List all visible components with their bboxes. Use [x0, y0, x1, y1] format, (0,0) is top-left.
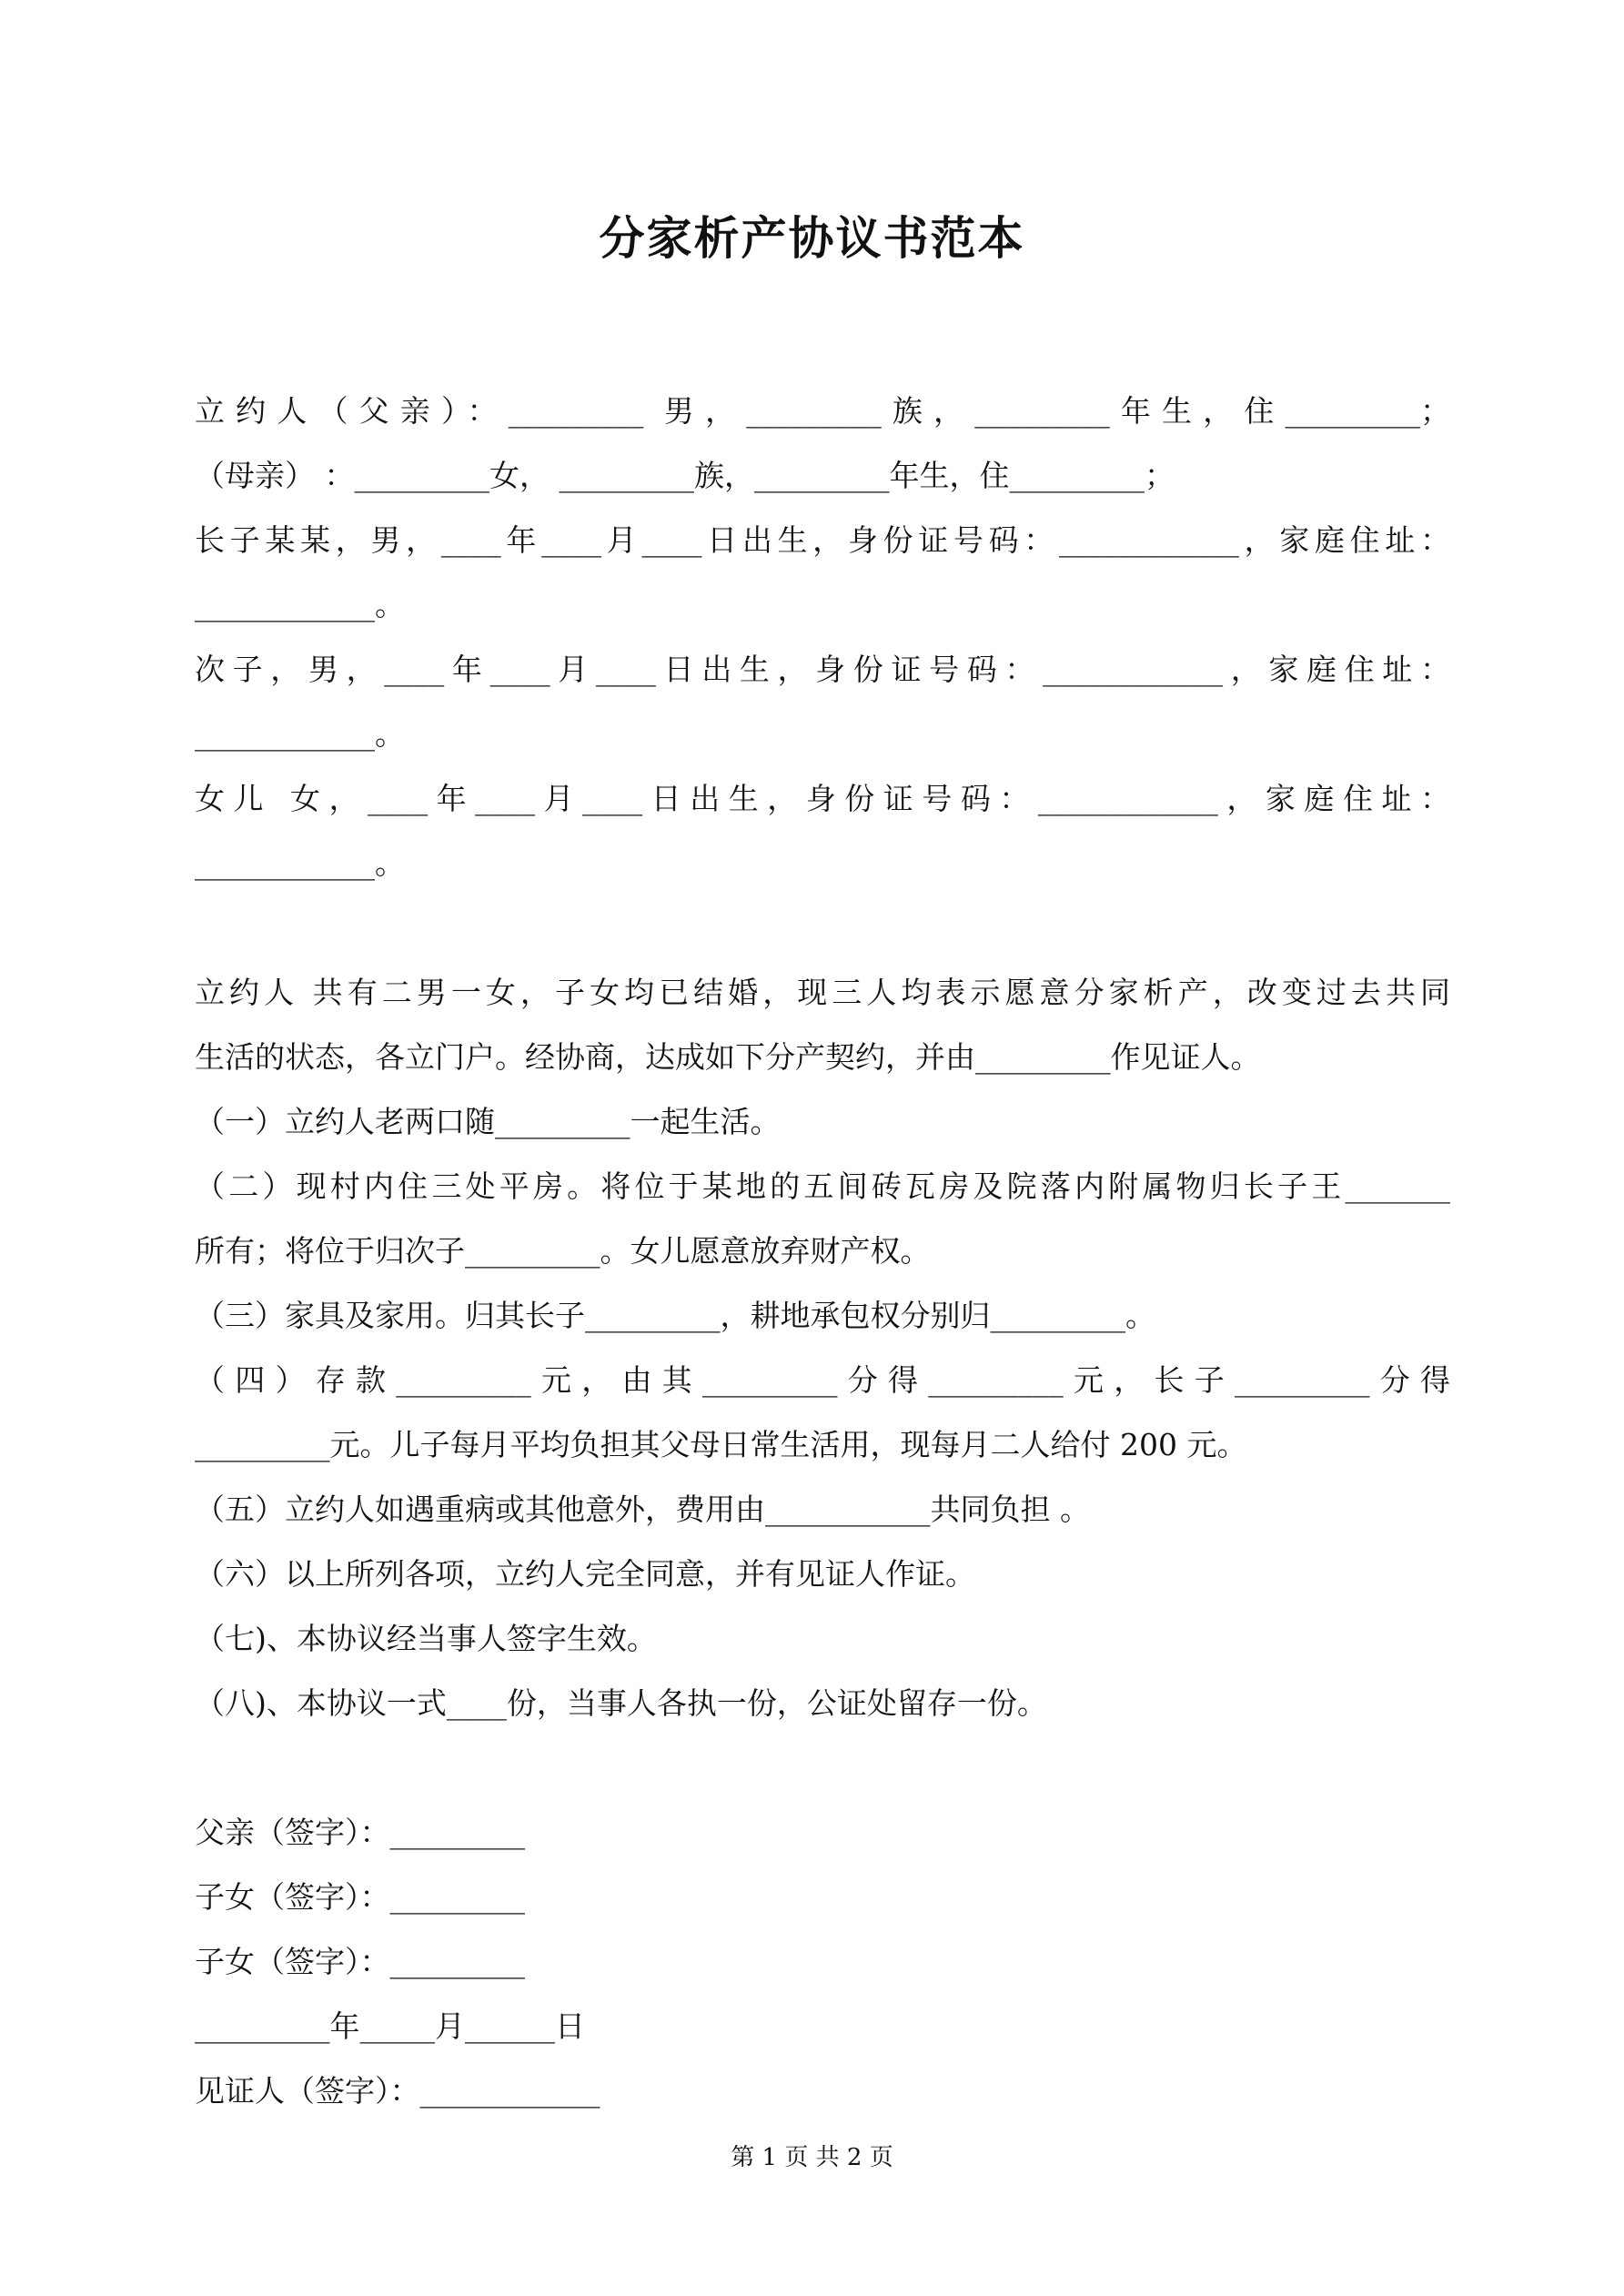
- party-father-line: 立约人（父亲）：_________ 男，_________族，_________年生，住_________；: [195, 393, 1450, 429]
- signature-witness: 见证人（签字）：____________: [195, 2073, 600, 2109]
- clause-6: （六）以上所列各项，立约人完全同意，并有见证人作证。: [195, 1556, 975, 1592]
- clause-7: （七)、本协议经当事人签字生效。: [195, 1621, 657, 1656]
- party-second-son-line: 次子，男，____年____月____日出生，身份证号码：____________，家庭住址：: [195, 652, 1450, 687]
- clause-2-line-1: （二）现村内住三处平房。将位于某地的五间砖瓦房及院落内附属物归长子王_______: [195, 1168, 1450, 1204]
- preamble-line-1: 立约人 共有二男一女，子女均已结婚，现三人均表示愿意分家析产，改变过去共同: [195, 975, 1450, 1010]
- signature-child-2: 子女（签字）：_________: [195, 1944, 525, 1979]
- preamble-line-2: 生活的状态，各立门户。经协商，达成如下分产契约，并由_________作见证人。: [195, 1039, 1261, 1075]
- party-eldest-son-line: 长子某某，男，____年____月____日出生，身份证号码：____________，家庭住址：: [195, 522, 1450, 558]
- clause-2-line-2: 所有；将位于归次子_________。女儿愿意放弃财产权。: [195, 1233, 931, 1269]
- page-number: 第 1 页 共 2 页: [731, 2144, 893, 2171]
- clause-4-line-1: （四）存款_________元，由其_________分得_________元，长子_________分得: [195, 1362, 1450, 1398]
- clause-5: （五）立约人如遇重病或其他意外，费用由___________共同负担 。: [195, 1492, 1090, 1527]
- document-title: 分家析产协议书范本: [599, 211, 1025, 265]
- signature-date: _________年_____月______日: [195, 2008, 585, 2044]
- clause-4-line-2: _________元。儿子每月平均负担其父母日常生活用，现每月二人给付 200 元。: [195, 1427, 1247, 1462]
- party-second-son-address: ____________。: [195, 716, 405, 752]
- party-mother-line: （母亲） ：_________女， _________族，_________年生，住_________；: [195, 458, 1175, 493]
- signature-father: 父亲（签字）：_________: [195, 1815, 525, 1850]
- clause-8: （八)、本协议一式____份，当事人各执一份，公证处留存一份。: [195, 1685, 1047, 1721]
- clause-1: （一）立约人老两口随_________一起生活。: [195, 1104, 781, 1139]
- signature-child-1: 子女（签字）：_________: [195, 1879, 525, 1915]
- party-daughter-line: 女儿 女，____年____月____日出生，身份证号码：____________，家庭住址：: [195, 781, 1450, 816]
- party-eldest-son-address: ____________。: [195, 587, 405, 622]
- party-daughter-address: ____________。: [195, 845, 405, 881]
- clause-3: （三）家具及家用。归其长子_________，耕地承包权分别归_________。: [195, 1298, 1155, 1333]
